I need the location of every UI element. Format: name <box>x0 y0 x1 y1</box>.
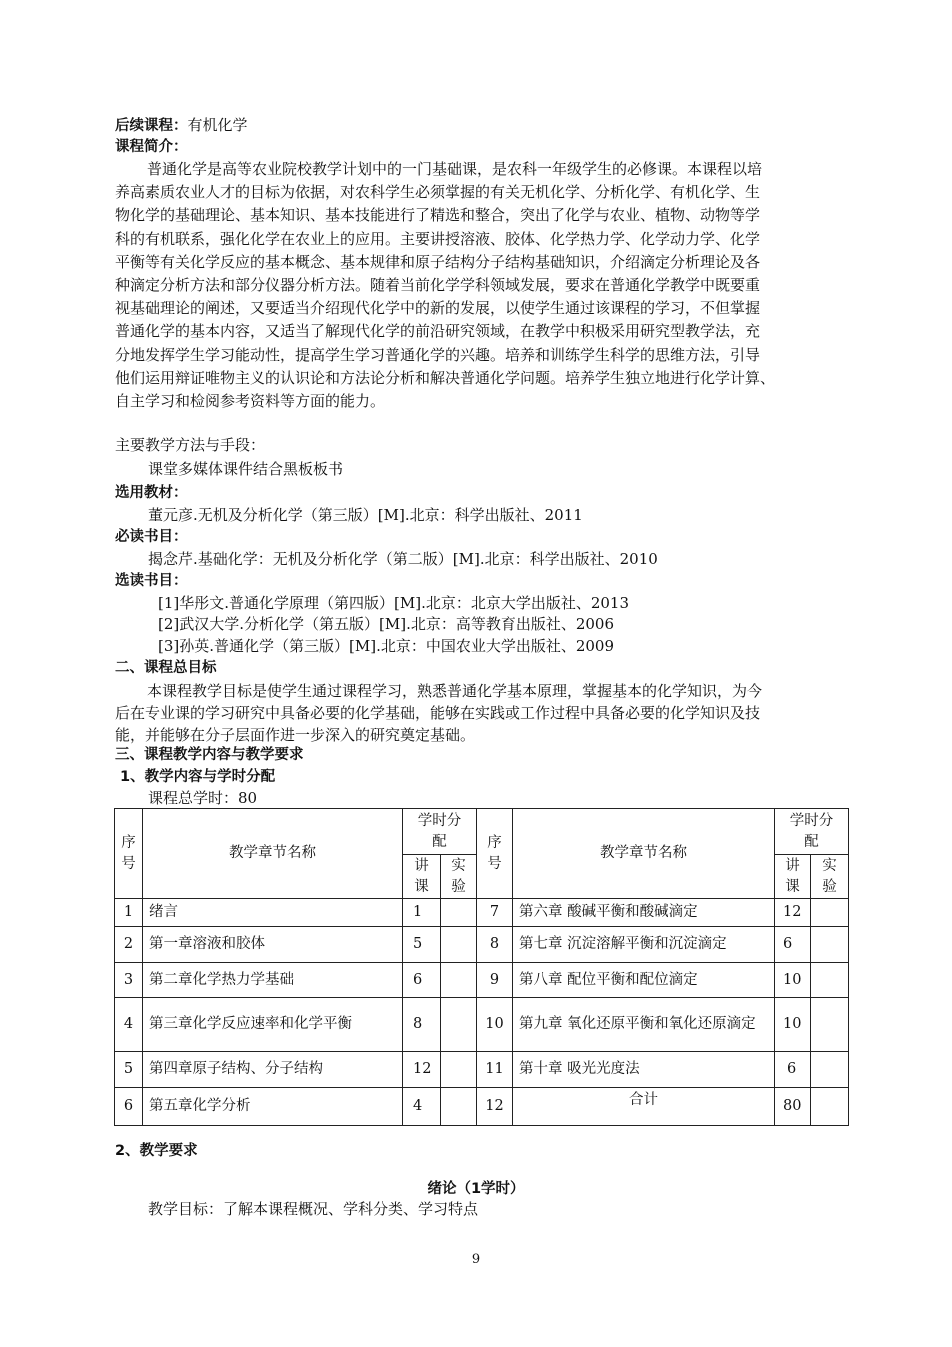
row-no: 8 <box>477 927 513 963</box>
row-lab <box>441 899 477 927</box>
header-lecture: 讲课 <box>403 855 441 899</box>
header-lab: 实验 <box>441 855 477 899</box>
row-name: 第一章溶液和胶体 <box>143 927 403 963</box>
row-no: 11 <box>477 1052 513 1088</box>
goal-line: 本课程教学目标是使学生通过课程学习，熟悉普通化学基本原理，掌握基本的化学知识，为今 <box>147 682 763 700</box>
goal-line: 后在专业课的学习研究中具备必要的化学基础，能够在实践或工作过程中具备必要的化学知识及技 <box>115 704 761 722</box>
required-label: 必读书目： <box>115 529 188 545</box>
intro-line: 物化学的基础理论、基本知识、基本技能进行了精选和整合，突出了化学与农业、植物、动物等学 <box>115 206 761 225</box>
row-lab <box>441 927 477 963</box>
table-row <box>115 998 849 1052</box>
follow-course-value: 有机化学 <box>187 116 248 134</box>
row-no: 12 <box>477 1088 513 1126</box>
header-name: 教学章节名称 <box>513 809 775 899</box>
intro-line: 他们运用辩证唯物主义的认识论和方法论分析和解决普通化学问题。培养学生独立地进行化学计算、 <box>115 368 776 387</box>
row-name: 第二章化学热力学基础 <box>143 963 403 998</box>
row-lab <box>811 899 849 927</box>
row-name: 第八章 配位平衡和配位滴定 <box>513 963 775 998</box>
row-lecture: 6 <box>775 1052 811 1088</box>
optional-item: [3]孙英.普通化学（第三版）[M].北京：中国农业大学出版社、2009 <box>158 637 615 655</box>
row-lecture: 6 <box>775 927 811 963</box>
row-lab <box>441 1088 477 1126</box>
follow-course-label: 后续课程： <box>115 118 188 134</box>
table-row <box>115 899 849 927</box>
content-sub2: 2、教学要求 <box>115 1143 198 1159</box>
follow-course-line <box>115 115 248 136</box>
textbook-label: 选用教材： <box>115 485 188 501</box>
row-lecture: 6 <box>403 963 441 998</box>
hours-table <box>114 808 849 1126</box>
row-lab <box>811 927 849 963</box>
row-lecture: 1 <box>403 899 441 927</box>
intro-line: 自主学习和检阅参考资料等方面的能力。 <box>115 392 386 411</box>
intro-label: 课程简介： <box>115 139 188 155</box>
header-hours: 学时分配 <box>775 809 849 855</box>
intro-line: 科的有机联系，强化化学在农业上的应用。主要讲授溶液、胶体、化学热力学、化学动力学、化学 <box>115 229 761 248</box>
methods-label: 主要教学方法与手段： <box>115 436 266 454</box>
row-no: 3 <box>115 963 143 998</box>
intro-line: 平衡等有关化学反应的基本概念、基本规律和原子结构分子结构基础知识，介绍滴定分析理论及各 <box>115 252 761 271</box>
goal-line: 能，并能够在分子层面作进一步深入的研究奠定基础。 <box>115 726 476 744</box>
row-name: 绪言 <box>143 899 403 927</box>
row-no: 1 <box>115 899 143 927</box>
row-name: 第十章 吸光光度法 <box>513 1052 775 1088</box>
header-no: 序号 <box>115 809 143 899</box>
row-lab <box>811 963 849 998</box>
row-lecture: 10 <box>775 998 811 1052</box>
row-lecture: 10 <box>775 963 811 998</box>
row-name: 第三章化学反应速率和化学平衡 <box>143 998 403 1052</box>
header-no: 序号 <box>477 809 513 899</box>
row-lab <box>441 998 477 1052</box>
row-no: 10 <box>477 998 513 1052</box>
intro-line: 视基础理论的阐述，又要适当介绍现代化学中的新的发展，以使学生通过该课程的学习，不但掌握 <box>115 299 761 318</box>
header-name: 教学章节名称 <box>143 809 403 899</box>
intro-paragraph <box>115 158 840 413</box>
intro-line: 养高素质农业人才的目标为依据，对农科学生必须掌握的有关无机化学、分析化学、有机化学、生 <box>115 183 761 202</box>
page-number: 9 <box>471 1252 481 1267</box>
row-lab <box>441 1052 477 1088</box>
row-no: 9 <box>477 963 513 998</box>
row-lecture: 8 <box>403 998 441 1052</box>
row-no: 7 <box>477 899 513 927</box>
required-value: 揭念芹.基础化学：无机及分析化学（第二版）[M].北京：科学出版社、2010 <box>148 550 658 568</box>
row-lab <box>441 963 477 998</box>
header-lecture: 讲课 <box>775 855 811 899</box>
table-row <box>115 963 849 998</box>
row-no: 2 <box>115 927 143 963</box>
row-lecture: 5 <box>403 927 441 963</box>
optional-item: [2]武汉大学.分析化学（第五版）[M].北京：高等教育出版社、2006 <box>158 615 615 633</box>
row-name: 第五章化学分析 <box>143 1088 403 1126</box>
row-no: 5 <box>115 1052 143 1088</box>
intro-line: 普通化学的基本内容，又适当了解现代化学的前沿研究领域，在教学中积极采用研究型教学法，充 <box>115 322 761 341</box>
row-lecture: 12 <box>775 899 811 927</box>
row-lab <box>811 1052 849 1088</box>
table-header-row <box>115 809 849 855</box>
row-lecture: 4 <box>403 1088 441 1126</box>
row-name: 第四章原子结构、分子结构 <box>143 1052 403 1088</box>
header-hours: 学时分配 <box>403 809 477 855</box>
row-lab <box>811 998 849 1052</box>
optional-label: 选读书目： <box>115 573 188 589</box>
goal-heading: 二、课程总目标 <box>115 660 217 676</box>
row-name: 第九章 氧化还原平衡和氧化还原滴定 <box>513 998 775 1052</box>
methods-value: 课堂多媒体课件结合黑板板书 <box>148 460 344 478</box>
section-goal: 教学目标：了解本课程概况、学科分类、学习特点 <box>148 1200 479 1218</box>
goal-paragraph <box>115 680 840 746</box>
row-lab <box>811 1088 849 1126</box>
content-heading: 三、课程教学内容与教学要求 <box>115 747 304 763</box>
section-title: 绪论（1学时） <box>427 1181 525 1197</box>
intro-line: 种滴定分析方法和部分仪器分析方法。随着当前化学学科领域发展，要求在普通化学教学中既要重 <box>115 276 761 295</box>
header-lab: 实验 <box>811 855 849 899</box>
intro-line: 普通化学是高等农业院校教学计划中的一门基础课，是农科一年级学生的必修课。本课程以培 <box>147 160 763 178</box>
row-no: 4 <box>115 998 143 1052</box>
textbook-value: 董元彦.无机及分析化学（第三版）[M].北京：科学出版社、2011 <box>148 506 583 524</box>
table-row <box>115 927 849 963</box>
row-name: 第六章 酸碱平衡和酸碱滴定 <box>513 899 775 927</box>
row-no: 6 <box>115 1088 143 1126</box>
table-row <box>115 1052 849 1088</box>
optional-item: [1]华彤文.普通化学原理（第四版）[M].北京：北京大学出版社、2013 <box>158 594 630 612</box>
row-total-label: 合计 <box>513 1088 775 1126</box>
intro-line: 分地发挥学生学习能动性，提高学生学习普通化学的兴趣。培养和训练学生科学的思维方法，引导 <box>115 345 761 364</box>
row-name: 第七章 沉淀溶解平衡和沉淀滴定 <box>513 927 775 963</box>
total-hours: 课程总学时：80 <box>148 789 258 807</box>
table-row <box>115 1088 849 1126</box>
row-lecture: 12 <box>403 1052 441 1088</box>
content-sub1: 1、教学内容与学时分配 <box>120 769 276 785</box>
row-total-lecture: 80 <box>775 1088 811 1126</box>
